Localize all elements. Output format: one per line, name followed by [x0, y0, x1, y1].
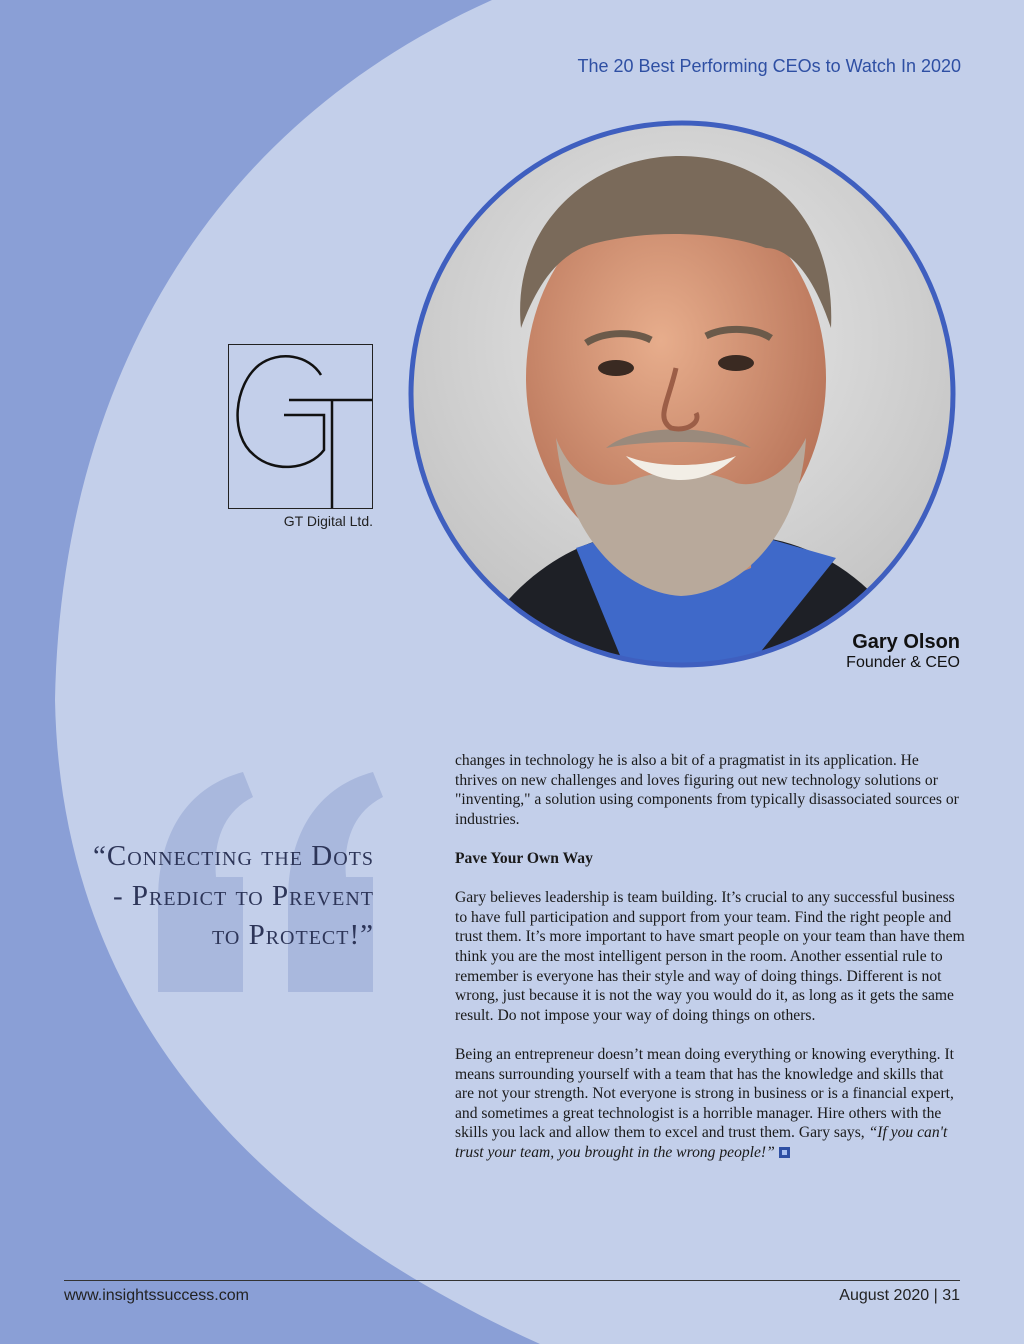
closing-quote: “If you can't trust your team, you brought in the wrong people!” [455, 1124, 948, 1161]
gt-logo-mark [229, 345, 372, 508]
pull-quote: “Connecting the Dots - Predict to Prevent to Protect!” [93, 840, 374, 951]
ceo-role: Founder & CEO [846, 654, 960, 671]
section-heading: Pave Your Own Way [455, 849, 593, 867]
profile-caption [846, 631, 960, 672]
company-logo [228, 344, 373, 509]
closing-text: Being an entrepreneur doesn’t mean doing everything or knowing everything. It means surrounding yourself with a team that has the knowledge and skills that are not your strength. Not everyone is strong in business or is a financial expert, and sometimes a great technologist is a horrible manager. Hire others with the skills you lack and allow them to excel and trust them. Gary says, [455, 1045, 955, 1142]
article-paragraph-closing [455, 1045, 965, 1163]
article-paragraph: Gary believes leadership is team building. It’s crucial to any successful business to have full participation and support from your team. Find the right people and trust them. It’s more important to have smart people on your team than have them think you are the most intelligent person in the room. Another essential rule to remember is everyone has their style and way of doing things. Different is not wrong, just because it is not the way you would do it, as long as it gets the same result. Do not impose your way of doing things on others. [455, 889, 965, 1024]
footer-divider [64, 1280, 960, 1281]
article-intro: changes in technology he is also a bit of a pragmatist in its application. He thrives on new challenges and loves figuring out new technology solutions or "inventing," a solution using components from typically disassociated sources or industries. [455, 752, 959, 828]
end-of-article-icon [779, 1147, 790, 1158]
footer-website[interactable]: www.insightssuccess.com [64, 1287, 249, 1304]
logo-caption: GT Digital Ltd. [283, 513, 373, 529]
magazine-issue-title: The 20 Best Performing CEOs to Watch In 2020 [577, 56, 961, 76]
ceo-name: Gary Olson [852, 631, 960, 653]
article-body [455, 751, 965, 1182]
ceo-portrait [406, 118, 958, 670]
footer-date-page: August 2020 | 31 [839, 1287, 960, 1304]
